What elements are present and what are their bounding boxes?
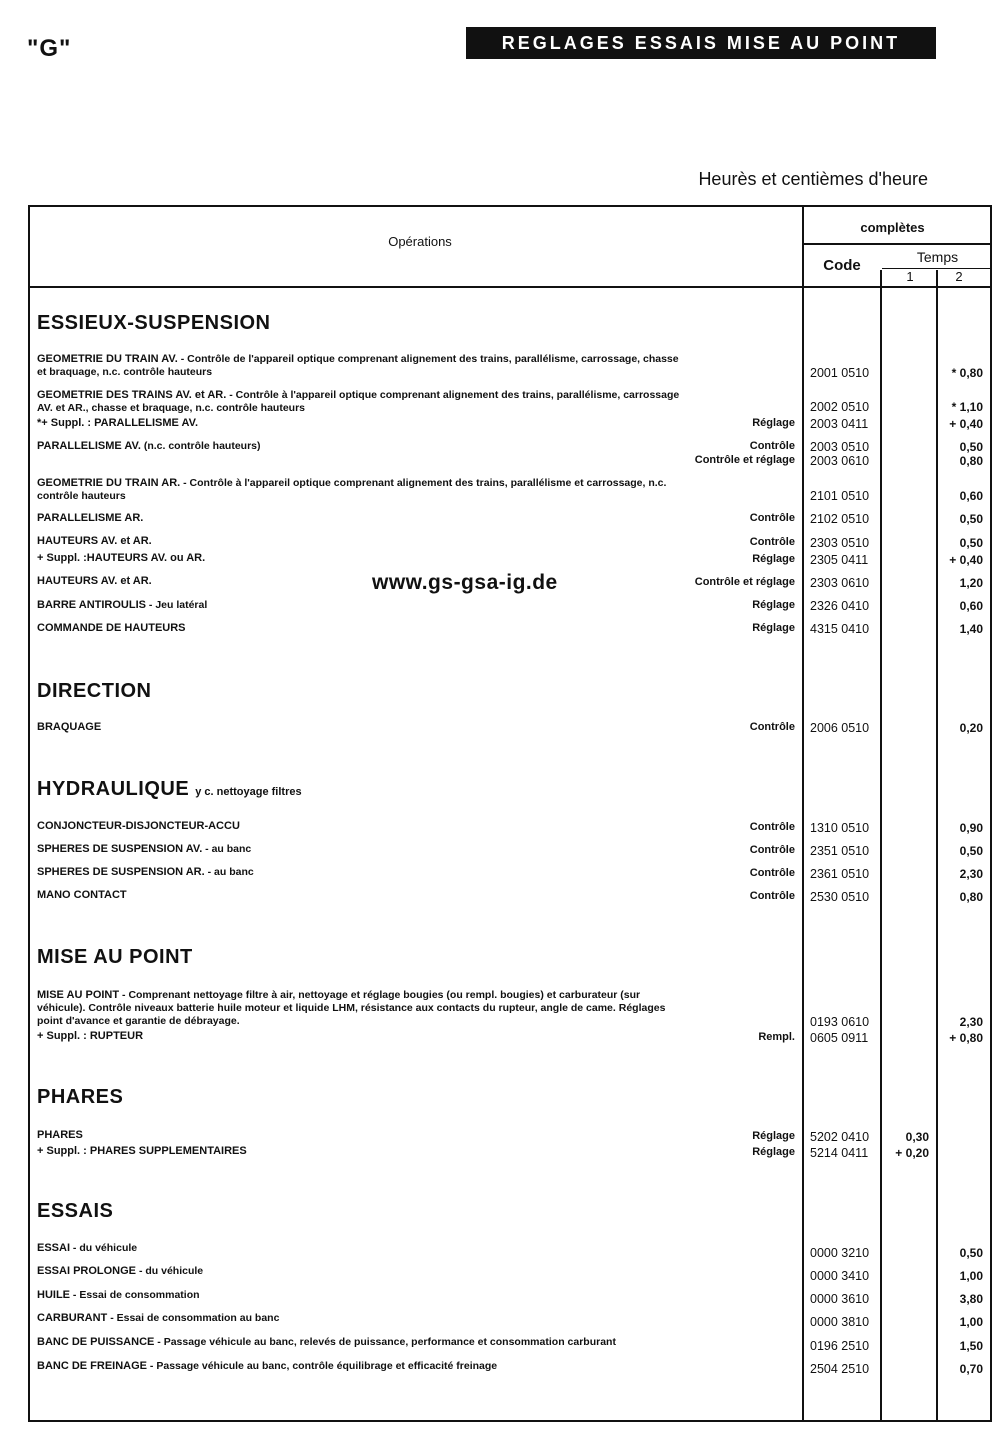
operation-description [37, 820, 682, 833]
time-column-2: 3,80 [959, 1292, 983, 1306]
operation-code: 1310 0510 [810, 821, 870, 835]
operation-name: HUILE [37, 1289, 70, 1301]
section-title: DIRECTION [37, 680, 152, 702]
operation-detail: - Comprenant nettoyage filtre à air, nettoyage et réglage bougies (ou rempl. bougies) et carburateur (sur véhicule). Contrôle niveaux batterie huile moteur et liquide LHM, résistance aux contacts du rupteur, angle de came. Réglages point d'avance et garantie de débrayage. [37, 989, 666, 1027]
operation-detail: - au banc [204, 866, 254, 878]
operation-code: 2530 0510 [810, 890, 870, 904]
operation-name: *+ Suppl. : PARALLELISME AV. [37, 417, 199, 429]
operation-description [37, 1129, 682, 1142]
operation-code: 0000 3410 [810, 1269, 870, 1283]
operation-name: BARRE ANTIROULIS [37, 599, 146, 611]
operation-name: PARALLELISME AR. [37, 512, 144, 524]
section-title: MISE AU POINT [37, 946, 193, 968]
operation-name: CARBURANT [37, 1312, 108, 1324]
operation-name: HAUTEURS AV. et AR. [37, 575, 152, 587]
operation-code: 0196 2510 [810, 1339, 870, 1353]
operation-code: 2101 0510 [810, 489, 870, 503]
operation-code: 2305 0411 [810, 553, 869, 567]
operation-name: SPHERES DE SUSPENSION AR. [37, 866, 205, 878]
time-column-2: 0,70 [959, 1362, 983, 1376]
time-column-2: 1,40 [959, 622, 983, 636]
time-column-2: * 1,10 [951, 400, 983, 414]
operation-detail: - Passage véhicule au banc, relevés de puissance, performance et consommation carburant [154, 1336, 616, 1348]
operation-detail: - Contrôle à l'appareil optique comprenant alignement des trains, parallélisme, carrossage AV. et AR., chasse et braquage, n.c. contrôle hauteurs [37, 389, 680, 414]
operation-description [37, 1360, 682, 1373]
operation-name: PHARES [37, 1129, 83, 1141]
operation-code: 2001 0510 [810, 366, 870, 380]
operation-name: GEOMETRIE DU TRAIN AR. [37, 477, 181, 489]
time-column-2: 1,20 [959, 576, 983, 590]
time-column-2: 1,50 [959, 1339, 983, 1353]
operation-code: 0605 0911 [810, 1031, 869, 1045]
time-column-2: + 0,40 [949, 417, 983, 431]
time-column-1: + 0,20 [895, 1146, 929, 1160]
time-column-2: 0,80 [959, 890, 983, 904]
operation-name: HAUTEURS AV. et AR. [37, 535, 152, 547]
operation-name: GEOMETRIE DU TRAIN AV. [37, 353, 178, 365]
column-divider-code [802, 205, 804, 1422]
operation-code: 2003 0510 [810, 440, 870, 454]
operation-description [37, 1265, 682, 1278]
time-column-2: 0,80 [959, 454, 983, 468]
operation-code: 2003 0610 [810, 454, 870, 468]
time-column-2: 1,00 [959, 1269, 983, 1283]
operation-code: 0000 3810 [810, 1315, 870, 1329]
operation-name: + Suppl. : RUPTEUR [37, 1030, 144, 1042]
time-column-2: 0,50 [959, 512, 983, 526]
operation-description [37, 535, 682, 548]
operation-detail: - Essai de consommation [70, 1289, 200, 1301]
operation-code: 4315 0410 [810, 622, 870, 636]
operations-table [28, 205, 992, 1422]
operation-detail: - du véhicule [136, 1265, 204, 1277]
operation-description [37, 721, 682, 734]
operation-code: 2002 0510 [810, 400, 870, 414]
time-column-2: 1,00 [959, 1315, 983, 1329]
operation-detail: - Contrôle à l'appareil optique comprenant alignement des trains, parallélisme et carrossage, n.c. contrôle hauteurs [37, 477, 667, 502]
time-column-1: 0,30 [905, 1130, 929, 1144]
operation-action: Réglage [752, 553, 795, 565]
operation-action: Réglage [752, 599, 795, 611]
header-completes: complètes [860, 220, 925, 235]
time-column-2: 0,50 [959, 1246, 983, 1260]
operation-description [37, 843, 682, 856]
operation-description [37, 1312, 682, 1325]
operation-detail: - Passage véhicule au banc, contrôle équilibrage et efficacité freinage [147, 1360, 498, 1372]
operation-description [37, 389, 682, 415]
operation-code: 2504 2510 [810, 1362, 870, 1376]
operation-name: COMMANDE DE HAUTEURS [37, 622, 186, 634]
operation-action: Réglage [752, 1130, 795, 1142]
operation-code: 0000 3210 [810, 1246, 870, 1260]
section-title: ESSAIS [37, 1200, 114, 1222]
operation-action: Réglage [752, 417, 795, 429]
operation-description [37, 599, 682, 612]
operation-action: Contrôle et réglage [694, 454, 795, 466]
operation-name: ESSAI PROLONGE [37, 1265, 137, 1277]
section-title: PHARES [37, 1086, 124, 1108]
operation-action: Contrôle [749, 821, 795, 833]
operation-action: Contrôle [749, 512, 795, 524]
time-column-2: 0,50 [959, 844, 983, 858]
operation-description [37, 552, 682, 565]
operation-name: CONJONCTEUR-DISJONCTEUR-ACCU [37, 820, 240, 832]
column-divider-t1 [880, 270, 882, 1422]
operation-name: BRAQUAGE [37, 721, 102, 733]
operation-description [37, 417, 682, 430]
operation-name: SPHERES DE SUSPENSION AV. [37, 843, 203, 855]
operation-detail: - au banc [202, 843, 252, 855]
operation-description [37, 1242, 682, 1255]
operation-name: ESSAI [37, 1242, 71, 1254]
time-column-2: 0,60 [959, 489, 983, 503]
operation-action: Rempl. [758, 1031, 795, 1043]
operation-code: 2351 0510 [810, 844, 870, 858]
operation-description [37, 866, 682, 879]
operation-code: 2303 0610 [810, 576, 870, 590]
operation-detail: - du véhicule [70, 1242, 138, 1254]
operation-code: 0193 0610 [810, 1015, 870, 1029]
time-column-2: 0,60 [959, 599, 983, 613]
operation-action: Contrôle [749, 440, 795, 452]
time-column-2: 0,50 [959, 536, 983, 550]
operation-description [37, 989, 682, 1028]
operation-description [37, 1145, 682, 1158]
operation-description [37, 477, 682, 503]
operation-detail: - Jeu latéral [145, 599, 208, 611]
operation-description [37, 889, 682, 902]
operation-detail: - Essai de consommation au banc [107, 1312, 280, 1324]
operation-code: 2326 0410 [810, 599, 870, 613]
operation-description [37, 1336, 682, 1349]
units-caption: Heurès et centièmes d'heure [698, 169, 928, 189]
column-divider-t2 [936, 270, 938, 1422]
header-col-2: 2 [955, 269, 963, 284]
operation-action: Réglage [752, 1146, 795, 1158]
section-title: HYDRAULIQUE y c. nettoyage filtres [37, 778, 302, 800]
operation-detail: (n.c. contrôle hauteurs) [140, 440, 261, 452]
time-column-2: 2,30 [959, 1015, 983, 1029]
operation-description [37, 1030, 682, 1043]
operation-description [37, 512, 682, 525]
operation-code: 2003 0411 [810, 417, 869, 431]
operation-description [37, 622, 682, 635]
operation-action: Contrôle [749, 721, 795, 733]
operation-name: BANC DE FREINAGE [37, 1360, 148, 1372]
watermark-url: www.gs-gsa-ig.de [372, 571, 558, 594]
operation-description [37, 1289, 682, 1302]
operation-action: Contrôle [749, 844, 795, 856]
operation-action: Contrôle [749, 536, 795, 548]
operation-description [37, 353, 682, 379]
header-bottom-rule [28, 286, 992, 288]
operation-name: + Suppl. :HAUTEURS AV. ou AR. [37, 552, 206, 564]
operation-description [37, 575, 682, 588]
operation-code: 2006 0510 [810, 721, 870, 735]
time-column-2: + 0,40 [949, 553, 983, 567]
operation-name: MISE AU POINT [37, 989, 120, 1001]
time-column-2: 0,90 [959, 821, 983, 835]
operation-action: Contrôle [749, 867, 795, 879]
time-column-2: 0,50 [959, 440, 983, 454]
section-title: ESSIEUX-SUSPENSION [37, 312, 271, 334]
operation-name: MANO CONTACT [37, 889, 127, 901]
operation-name: GEOMETRIE DES TRAINS AV. et AR. [37, 389, 227, 401]
header-completes-rule [804, 243, 992, 245]
operation-action: Contrôle [749, 890, 795, 902]
time-column-2: 0,20 [959, 721, 983, 735]
operation-name: PARALLELISME AV. [37, 440, 141, 452]
time-column-2: 2,30 [959, 867, 983, 881]
operation-detail: - Contrôle de l'appareil optique comprenant alignement des trains, parallélisme, carrossage, chasse et braquage, n.c. contrôle hauteurs [37, 353, 679, 378]
operation-code: 5202 0410 [810, 1130, 870, 1144]
operation-name: + Suppl. : PHARES SUPPLEMENTAIRES [37, 1145, 247, 1157]
operation-description [37, 440, 682, 453]
header-operations: Opérations [388, 234, 452, 249]
time-column-2: + 0,80 [949, 1031, 983, 1045]
operation-code: 2303 0510 [810, 536, 870, 550]
header-col-1: 1 [906, 269, 914, 284]
page-logo: "G" [27, 35, 72, 62]
operation-code: 5214 0411 [810, 1146, 869, 1160]
operation-code: 2102 0510 [810, 512, 870, 526]
operation-action: Réglage [752, 622, 795, 634]
operation-name: BANC DE PUISSANCE [37, 1336, 155, 1348]
operation-action: Contrôle et réglage [694, 576, 795, 588]
page-title-banner: REGLAGES ESSAIS MISE AU POINT [466, 27, 936, 59]
time-column-2: * 0,80 [951, 366, 983, 380]
section-subtitle: y c. nettoyage filtres [195, 786, 302, 798]
operation-code: 0000 3610 [810, 1292, 870, 1306]
operation-code: 2361 0510 [810, 867, 870, 881]
header-code: Code [823, 257, 861, 274]
header-temps: Temps [916, 249, 959, 265]
